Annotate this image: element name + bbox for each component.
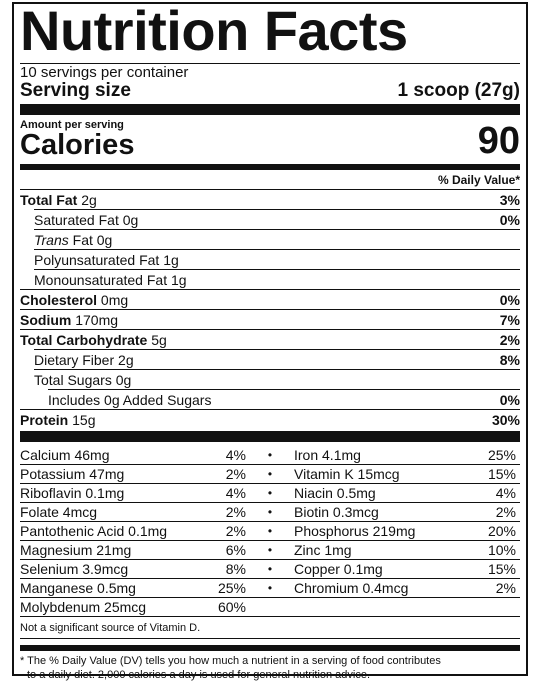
nutrient-row-added-sugars: Includes 0g Added Sugars 0% <box>48 389 520 409</box>
mineral-dv: 60% <box>217 599 246 615</box>
mineral-right <box>294 523 516 539</box>
bullet-separator: • <box>267 467 273 481</box>
mineral-name: Pantothenic Acid 0.1mg <box>20 523 168 539</box>
label-title: Nutrition Facts <box>20 5 408 62</box>
bullet-separator: • <box>267 486 273 500</box>
mineral-row <box>20 522 520 541</box>
mineral-dv: 4% <box>225 485 246 501</box>
bullet-separator: • <box>267 562 273 576</box>
mineral-right <box>294 466 516 482</box>
serving-size-value: 1 scoop (27g) <box>397 80 520 101</box>
mineral-name: Zinc 1mg <box>294 542 352 558</box>
mineral-name: Calcium 46mg <box>20 447 110 463</box>
bullet-separator: • <box>267 448 273 462</box>
nutrient-row-cholesterol: Cholesterol 0mg 0% <box>20 289 520 309</box>
mineral-dv: 8% <box>225 561 246 577</box>
daily-value-header: % Daily Value* <box>437 173 520 187</box>
mineral-left <box>20 447 246 463</box>
mineral-name: Folate 4mcg <box>20 504 98 520</box>
mineral-left <box>20 466 246 482</box>
medium-divider <box>20 645 520 651</box>
mineral-dv: 2% <box>225 504 246 520</box>
nutrient-row-monounsaturated-fat: Monounsaturated Fat 1g <box>34 269 520 289</box>
thick-divider <box>20 431 520 442</box>
mineral-right <box>294 447 516 463</box>
mineral-dv: 10% <box>487 542 516 558</box>
nutrient-row-polyunsaturated-fat: Polyunsaturated Fat 1g <box>34 249 520 269</box>
mineral-name: Riboflavin 0.1mg <box>20 485 125 501</box>
bullet-separator: • <box>267 524 273 538</box>
mineral-right <box>294 485 516 501</box>
bullet-separator: • <box>267 581 273 595</box>
calories-value: 90 <box>477 120 520 162</box>
mineral-dv: 25% <box>487 447 516 463</box>
mineral-left <box>20 599 246 615</box>
mineral-dv: 25% <box>217 580 246 596</box>
mineral-left <box>20 542 246 558</box>
nutrient-row-trans-fat: Trans Fat 0g <box>34 229 520 249</box>
mineral-name: Magnesium 21mg <box>20 542 132 558</box>
mineral-name: Chromium 0.4mcg <box>294 580 409 596</box>
serving-size-row <box>20 80 520 102</box>
minerals-table <box>20 446 520 617</box>
mineral-row <box>20 484 520 503</box>
mineral-name: Niacin 0.5mg <box>294 485 376 501</box>
footnote-line-1: * The % Daily Value (DV) tells you how much a nutrient in a serving of food contributes <box>20 655 441 667</box>
mineral-dv: 4% <box>225 447 246 463</box>
mineral-dv: 2% <box>225 523 246 539</box>
mineral-row <box>20 465 520 484</box>
medium-divider <box>20 164 520 170</box>
mineral-name: Vitamin K 15mcg <box>294 466 400 482</box>
mineral-name: Copper 0.1mg <box>294 561 383 577</box>
mineral-row <box>20 503 520 522</box>
mineral-right <box>294 504 516 520</box>
footnote-line-2: to a daily diet. 2,000 calories a day is used for general nutrition advice. <box>27 669 371 681</box>
mineral-name: Phosphorus 219mg <box>294 523 416 539</box>
mineral-left <box>20 504 246 520</box>
nutrient-row-dietary-fiber: Dietary Fiber 2g 8% <box>34 349 520 369</box>
mineral-dv: 4% <box>495 485 516 501</box>
mineral-left <box>20 580 246 596</box>
mineral-right <box>294 542 516 558</box>
daily-value-footnote <box>20 654 520 682</box>
mineral-right <box>294 561 516 577</box>
mineral-row <box>20 598 520 617</box>
vitamin-d-note: Not a significant source of Vitamin D. <box>20 617 520 639</box>
thick-divider <box>20 104 520 115</box>
mineral-name: Manganese 0.5mg <box>20 580 136 596</box>
mineral-row <box>20 541 520 560</box>
nutrient-row-total-sugars: Total Sugars 0g <box>34 369 520 389</box>
mineral-name: Biotin 0.3mcg <box>294 504 379 520</box>
mineral-name: Selenium 3.9mcg <box>20 561 129 577</box>
mineral-right <box>294 580 516 596</box>
mineral-dv: 15% <box>487 561 516 577</box>
calories-label: Calories <box>20 129 135 161</box>
mineral-left <box>20 485 246 501</box>
mineral-dv: 2% <box>225 466 246 482</box>
mineral-left <box>20 561 246 577</box>
mineral-left <box>20 523 246 539</box>
nutrient-row-total-carbohydrate: Total Carbohydrate 5g 2% <box>20 329 520 349</box>
nutrient-row-protein: Protein 15g 30% <box>20 409 520 430</box>
mineral-name: Molybdenum 25mcg <box>20 599 147 615</box>
bullet-separator: • <box>267 543 273 557</box>
nutrient-row-total-fat: Total Fat 2g 3% <box>20 189 520 209</box>
mineral-name: Iron 4.1mg <box>294 447 361 463</box>
mineral-dv: 20% <box>487 523 516 539</box>
bullet-separator: • <box>267 505 273 519</box>
mineral-dv: 6% <box>225 542 246 558</box>
nutrition-facts-label <box>12 2 528 681</box>
mineral-row <box>20 446 520 465</box>
mineral-dv: 2% <box>495 580 516 596</box>
amount-per-serving: Amount per serving <box>20 119 124 131</box>
nutrient-row-sodium: Sodium 170mg 7% <box>20 309 520 329</box>
nutrient-row-saturated-fat: Saturated Fat 0g 0% <box>34 209 520 229</box>
servings-per-container: 10 servings per container <box>20 64 189 81</box>
mineral-name: Potassium 47mg <box>20 466 125 482</box>
mineral-row <box>20 560 520 579</box>
total-fat-dv: 3% <box>499 191 520 208</box>
mineral-row <box>20 579 520 598</box>
mineral-dv: 15% <box>487 466 516 482</box>
mineral-dv: 2% <box>495 504 516 520</box>
serving-size-label: Serving size <box>20 80 131 101</box>
